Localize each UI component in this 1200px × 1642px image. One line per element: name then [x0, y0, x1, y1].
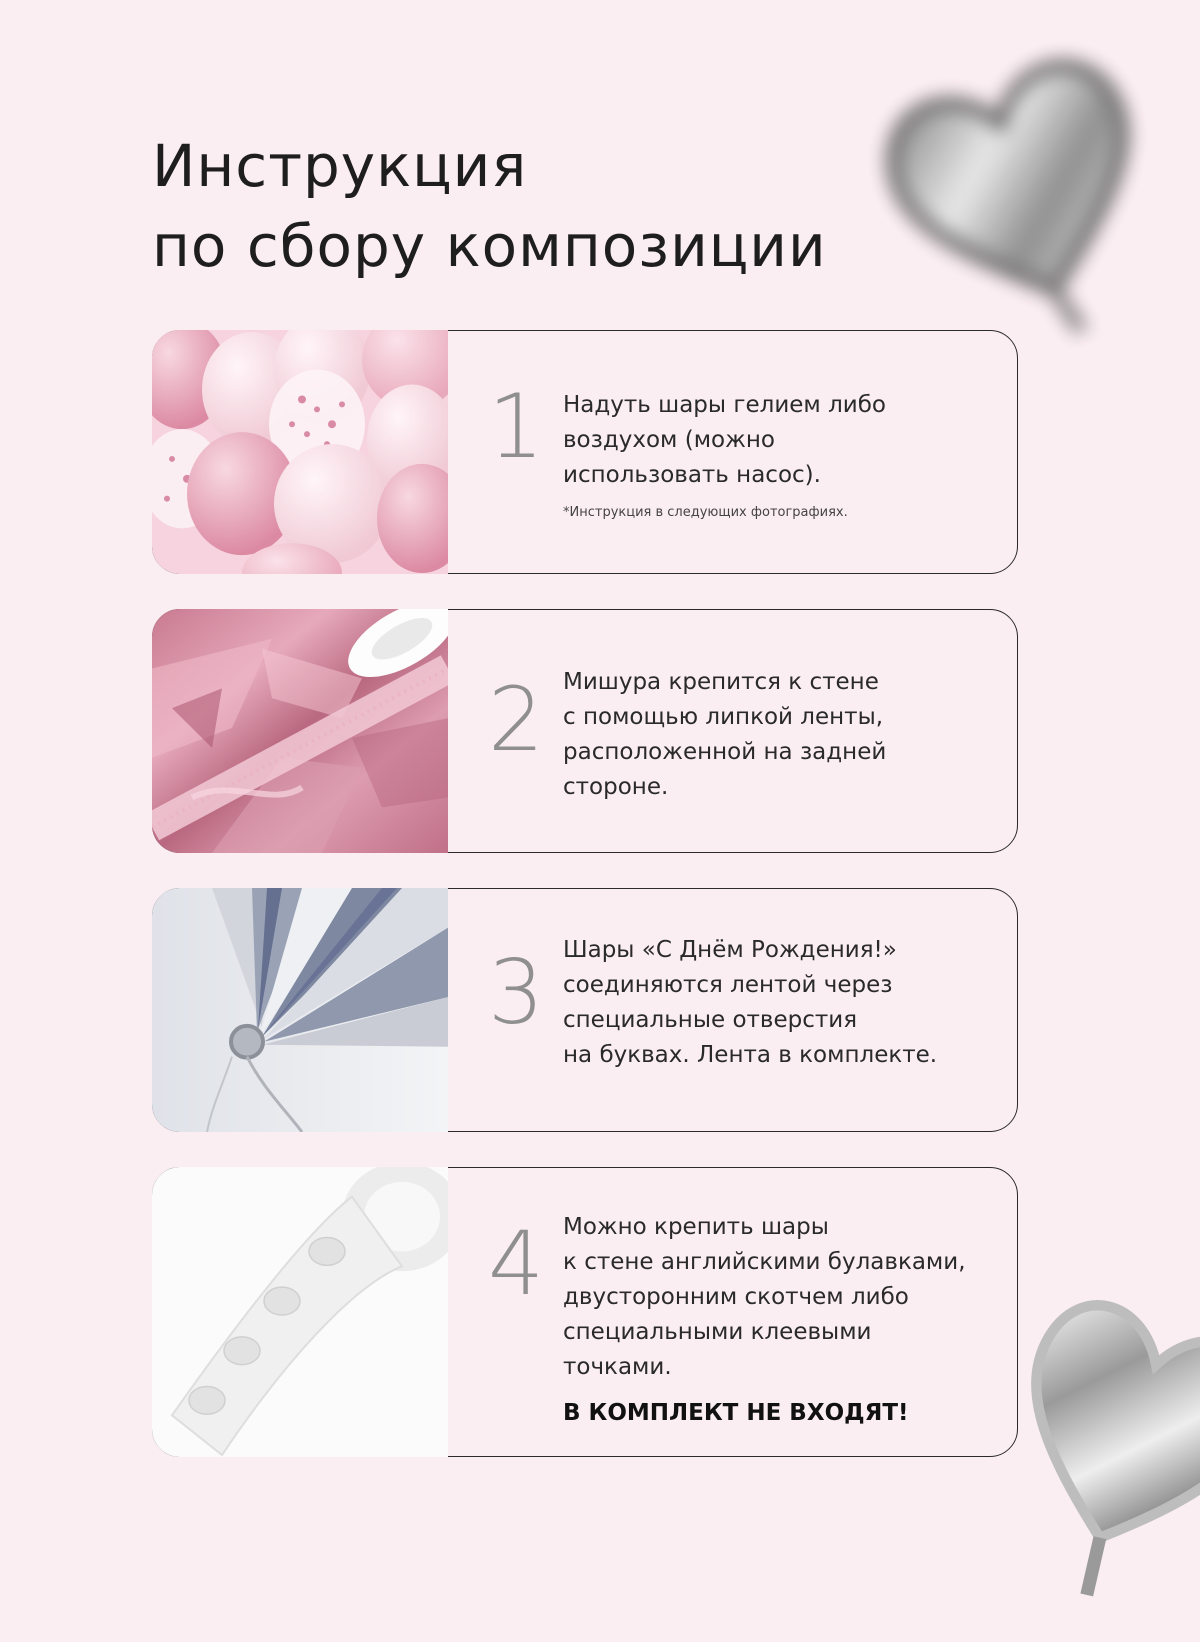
step-card-4	[152, 1167, 1018, 1457]
step-card-1	[152, 330, 1018, 574]
pink-tinsel-tape-photo	[152, 609, 448, 853]
page-title	[152, 126, 827, 286]
step-description: Мишура крепится к стене с помощью липкой ленты, расположенной на задней стороне.	[563, 669, 887, 800]
step-number: 3	[488, 941, 544, 1044]
step-number: 1	[488, 375, 544, 478]
step-footnote: *Инструкция в следующих фотографиях.	[563, 505, 848, 520]
step-description: Надуть шары гелием либо воздухом (можно использовать насос).	[563, 392, 886, 488]
step-number: 4	[488, 1212, 544, 1315]
pink-balloons-photo	[152, 330, 448, 574]
page-title-line-1: Инструкция	[152, 132, 528, 200]
page-title-line-2: по сбору композиции	[152, 212, 827, 280]
step-card-2	[152, 609, 1018, 853]
step-number: 2	[488, 668, 544, 771]
step-warning: В КОМПЛЕКТ НЕ ВХОДЯТ!	[563, 1400, 909, 1426]
step-card-3	[152, 888, 1018, 1132]
step-description: Можно крепить шары к стене английскими булавками, двусторонним скотчем либо специальными клеевыми точками.	[563, 1214, 966, 1380]
step-description: Шары «С Днём Рождения!» соединяются лентой через специальные отверстия на буквах. Лента в комплекте.	[563, 937, 938, 1068]
glue-dots-roll-photo	[152, 1167, 448, 1457]
silver-foil-letter-photo	[152, 888, 448, 1132]
